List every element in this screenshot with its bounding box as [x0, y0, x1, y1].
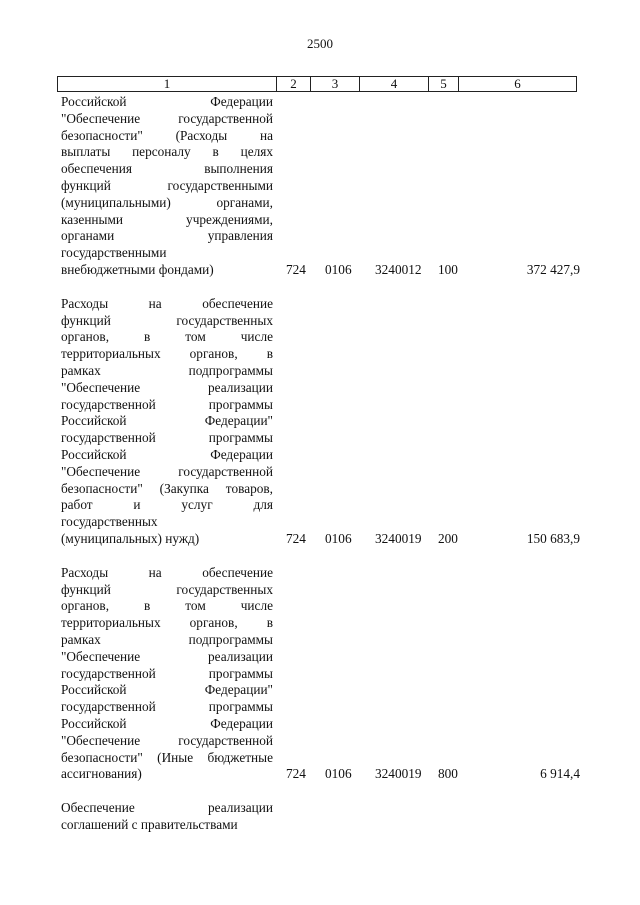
description-line: Расходы на обеспечение: [61, 564, 273, 580]
cell-c6: 6 914,4: [540, 766, 580, 782]
description-line: "Обеспечение реализации: [61, 648, 273, 664]
description-line: "Обеспечение государственной: [61, 110, 273, 126]
description-line: органов, в том числе: [61, 598, 273, 614]
description-line: государственной программы: [61, 430, 273, 446]
description-line: казенными учреждениями,: [61, 211, 273, 227]
table-row: [0, 800, 640, 834]
cell-c5: 200: [438, 530, 458, 546]
header-col-3: 3: [311, 77, 360, 92]
description-line: Российской Федерации": [61, 682, 273, 698]
description-line: Расходы на обеспечение: [61, 295, 273, 311]
page-number: 2500: [307, 36, 333, 51]
description-line: государственной программы: [61, 699, 273, 715]
description-line: работ и услуг для: [61, 497, 273, 513]
cell-c6: 150 683,9: [526, 530, 580, 546]
table-row: [0, 94, 640, 279]
description-line: государственных: [61, 514, 158, 530]
description-line: соглашений с правительствами: [61, 816, 238, 832]
cell-c4: 3240019: [375, 766, 422, 782]
description-line: функций государственными: [61, 177, 273, 193]
cell-c3: 0106: [325, 766, 352, 782]
cell-c5: 800: [438, 766, 458, 782]
description-line: (муниципальных) нужд): [61, 530, 200, 546]
cell-c6: 372 427,9: [526, 262, 580, 277]
row-description: [61, 800, 273, 834]
description-line: государственной программы: [61, 396, 273, 412]
header-col-5: 5: [429, 77, 459, 92]
description-line: рамках подпрограммы: [61, 362, 273, 378]
cell-c3: 0106: [325, 262, 352, 277]
description-line: "Обеспечение реализации: [61, 379, 273, 395]
row-description: [61, 565, 273, 783]
cell-c5: 100: [438, 262, 458, 277]
description-line: рамках подпрограммы: [61, 631, 273, 647]
description-line: функций государственных: [61, 312, 273, 328]
description-line: безопасности" (Закупка товаров,: [61, 480, 273, 496]
table-header: [57, 76, 577, 92]
description-line: государственной программы: [61, 665, 273, 681]
row-description: [61, 94, 273, 279]
description-line: Российской Федерации: [61, 446, 273, 462]
description-line: государственными: [61, 245, 167, 261]
header-col-6: 6: [459, 77, 577, 92]
description-line: выплаты персоналу в целях: [61, 144, 273, 160]
description-line: органами управления: [61, 228, 273, 244]
description-line: территориальных органов, в: [61, 615, 273, 631]
description-line: (муниципальными) органами,: [61, 194, 273, 210]
description-line: обеспечения выполнения: [61, 161, 273, 177]
row-description: [61, 296, 273, 548]
description-line: органов, в том числе: [61, 329, 273, 345]
description-line: функций государственных: [61, 581, 273, 597]
header-col-1: 1: [58, 77, 277, 92]
description-line: территориальных органов, в: [61, 346, 273, 362]
table-row: [0, 296, 640, 548]
cell-c4: 3240019: [375, 530, 422, 546]
description-line: безопасности" (Расходы на: [61, 127, 273, 143]
header-col-4: 4: [360, 77, 429, 92]
cell-c4: 3240012: [375, 262, 422, 277]
header-col-2: 2: [277, 77, 311, 92]
description-line: "Обеспечение государственной: [61, 463, 273, 479]
description-line: безопасности" (Иные бюджетные: [61, 749, 273, 765]
cell-c2: 724: [286, 530, 306, 546]
cell-c2: 724: [286, 262, 306, 277]
description-line: Российской Федерации: [61, 94, 273, 109]
table-row: [0, 565, 640, 783]
cell-c3: 0106: [325, 530, 352, 546]
cell-c2: 724: [286, 766, 306, 782]
description-line: Российской Федерации": [61, 413, 273, 429]
description-line: внебюджетными фондами): [61, 261, 214, 277]
description-line: ассигнования): [61, 766, 142, 782]
description-line: Российской Федерации: [61, 715, 273, 731]
description-line: Обеспечение реализации: [61, 800, 273, 816]
description-line: "Обеспечение государственной: [61, 732, 273, 748]
